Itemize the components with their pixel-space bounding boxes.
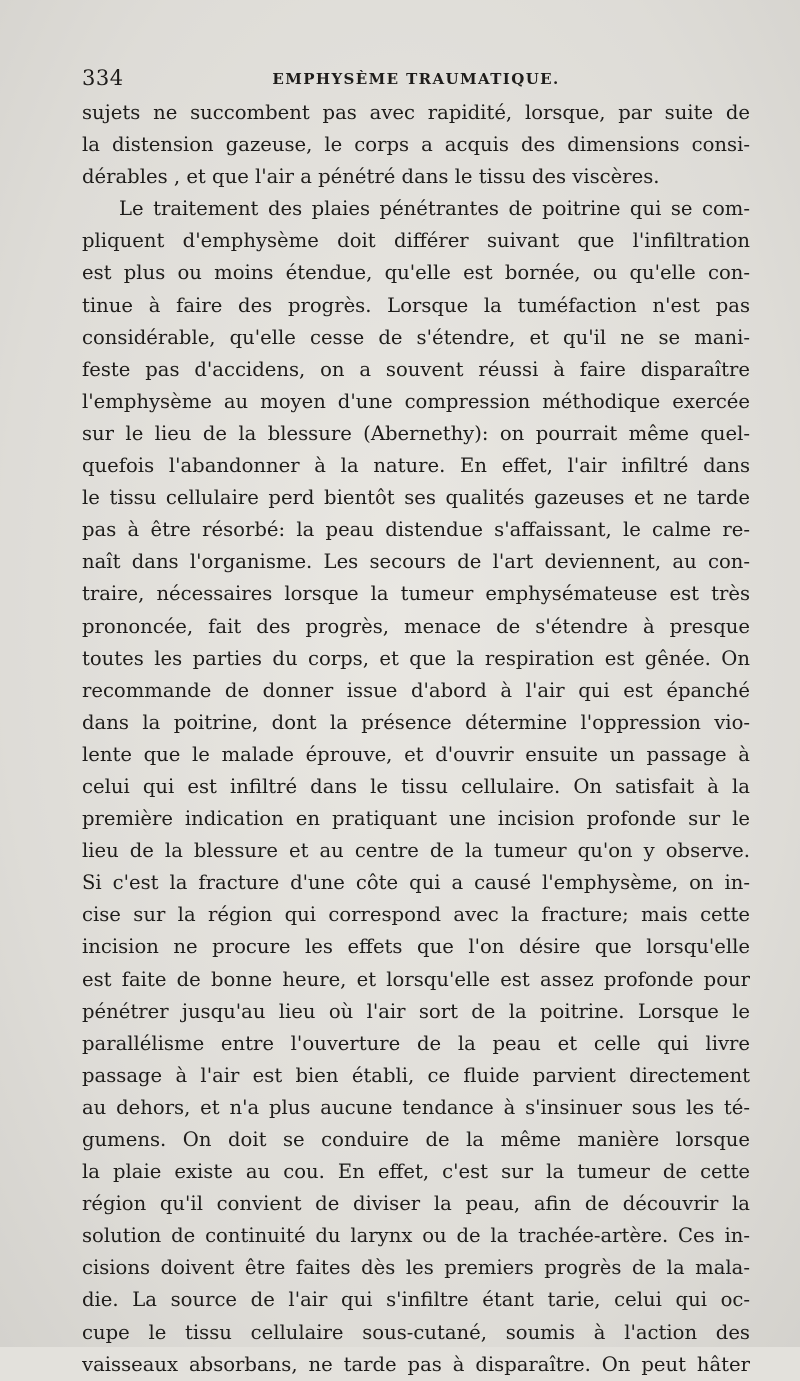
text-line: prononcée, fait des progrès, menace de s'étendre à presque	[82, 614, 750, 638]
text-line: pliquent d'emphysème doit différer suivant que l'infiltration	[82, 229, 750, 253]
text-line: vaisseaux absorbans, ne tarde pas à disparaître. On peut hâter	[82, 1352, 750, 1376]
text-line: le tissu cellulaire perd bientôt ses qualités gazeuses et ne tarde	[82, 486, 750, 510]
text-line: au dehors, et n'a plus aucune tendance à s'insinuer sous les té-	[82, 1095, 750, 1119]
running-title: EMPHYSÈME TRAUMATIQUE.	[272, 70, 560, 88]
text-line: région qu'il convient de diviser la peau, afin de découvrir la	[82, 1192, 750, 1216]
page-header	[82, 64, 750, 96]
text-line: quefois l'abandonner à la nature. En effet, l'air infiltré dans	[82, 454, 750, 478]
text-line: lente que le malade éprouve, et d'ouvrir ensuite un passage à	[82, 742, 750, 766]
text-line: cisions doivent être faites dès les premiers progrès de la mala-	[82, 1256, 750, 1280]
text-line: Si c'est la fracture d'une côte qui a causé l'emphysème, on in-	[82, 871, 750, 895]
text-line: sujets ne succombent pas avec rapidité, lorsque, par suite de	[82, 101, 750, 124]
body-text	[82, 97, 750, 1381]
text-line: solution de continuité du larynx ou de la trachée-artère. Ces in-	[82, 1224, 750, 1248]
text-line: est plus ou moins étendue, qu'elle est bornée, ou qu'elle con-	[82, 261, 750, 285]
text-line: celui qui est infiltré dans le tissu cellulaire. On satisfait à la	[82, 774, 750, 798]
text-line: parallélisme entre l'ouverture de la peau et celle qui livre	[82, 1031, 750, 1055]
text-line: naît dans l'organisme. Les secours de l'art deviennent, au con-	[82, 550, 750, 574]
page-number: 334	[82, 66, 124, 90]
text-line: cise sur la région qui correspond avec la fracture; mais cette	[82, 903, 750, 927]
text-line: pas à être résorbé: la peau distendue s'affaissant, le calme re-	[82, 518, 750, 542]
text-line: la distension gazeuse, le corps a acquis des dimensions consi-	[82, 133, 750, 157]
text-line: toutes les parties du corps, et que la respiration est gênée. On	[82, 646, 750, 670]
text-line: dans la poitrine, dont la présence détermine l'oppression vio-	[82, 710, 750, 734]
text-line: feste pas d'accidens, on a souvent réussi à faire disparaître	[82, 357, 750, 381]
text-line: la plaie existe au cou. En effet, c'est sur la tumeur de cette	[82, 1160, 750, 1184]
text-line: recommande de donner issue d'abord à l'air qui est épanché	[82, 678, 750, 702]
text-line: l'emphysème au moyen d'une compression méthodique exercée	[82, 389, 750, 413]
text-line: dérables , et que l'air a pénétré dans le tissu des viscères.	[82, 165, 660, 189]
text-line: est faite de bonne heure, et lorsqu'elle est assez profonde pour	[82, 967, 750, 991]
text-line: considérable, qu'elle cesse de s'étendre, et qu'il ne se mani-	[82, 325, 750, 349]
text-line: cupe le tissu cellulaire sous-cutané, soumis à l'action des	[82, 1320, 750, 1344]
text-line: incision ne procure les effets que l'on désire que lorsqu'elle	[82, 935, 750, 959]
text-line: traire, nécessaires lorsque la tumeur emphysémateuse est très	[82, 582, 750, 606]
text-line: tinue à faire des progrès. Lorsque la tuméfaction n'est pas	[82, 293, 750, 317]
text-line: première indication en pratiquant une incision profonde sur le	[82, 807, 750, 831]
text-line: sur le lieu de la blessure (Abernethy): on pourrait même quel-	[82, 421, 750, 445]
text-line: gumens. On doit se conduire de la même manière lorsque	[82, 1128, 750, 1151]
text-line: passage à l'air est bien établi, ce fluide parvient directement	[82, 1063, 750, 1087]
text-line: pénétrer jusqu'au lieu où l'air sort de la poitrine. Lorsque le	[82, 999, 750, 1023]
text-line: die. La source de l'air qui s'infiltre étant tarie, celui qui oc-	[82, 1288, 750, 1312]
text-line: Le traitement des plaies pénétrantes de poitrine qui se com-	[119, 197, 750, 221]
text-line: lieu de la blessure et au centre de la tumeur qu'on y observe.	[82, 839, 750, 863]
